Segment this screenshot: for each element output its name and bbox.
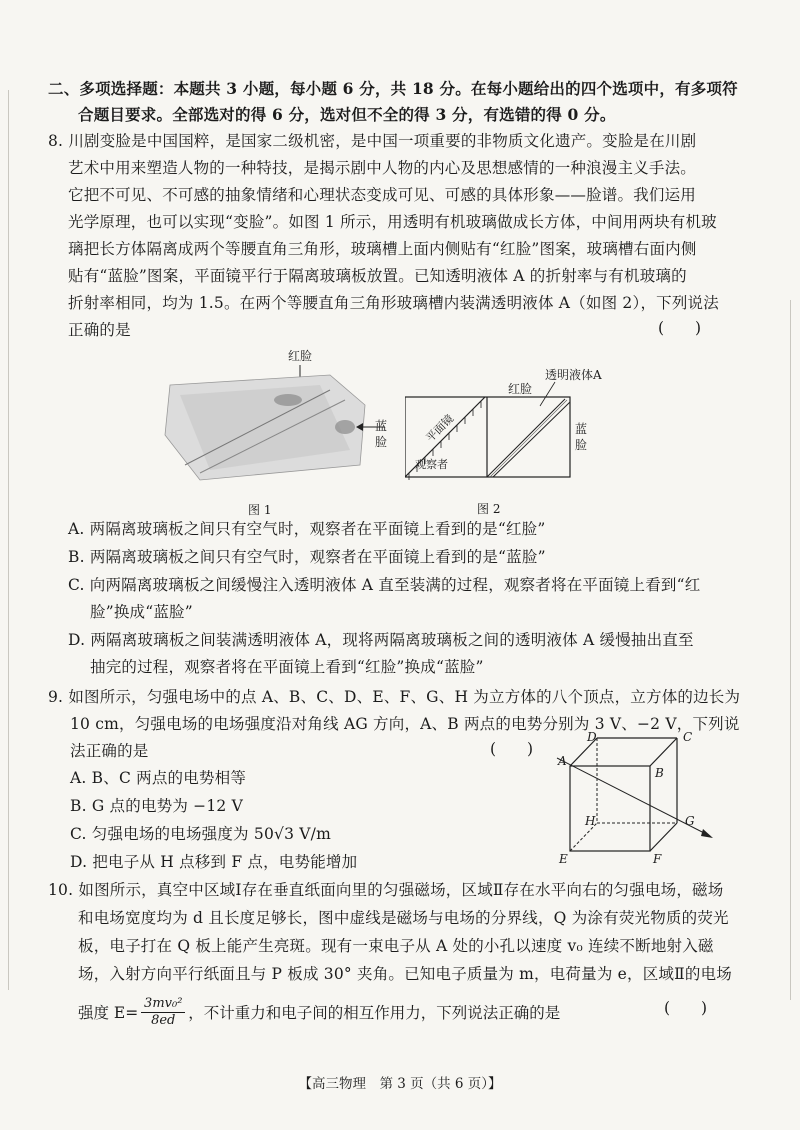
fig2-red-face-label: 红脸 [508, 382, 533, 396]
q9-answer-paren: ( ) [490, 740, 534, 758]
cube-vertex-g: G [685, 814, 695, 828]
q8-line-3: 它把不可见、不可感的抽象情绪和心理状态变成可见、可感的具体形象——脸谱。我们运用 [68, 186, 697, 204]
q8-option-d-cont: 抽完的过程，观察者将在平面镜上看到“红脸”换成“蓝脸” [90, 658, 484, 676]
q10-line-4: 场，入射方向平行纸面且与 P 板成 30° 夹角。已知电子质量为 m，电荷量为 e，区域Ⅱ的电场 [78, 965, 732, 983]
fig2-caption: 图 2 [477, 502, 501, 516]
q8-answer-paren: ( ) [658, 319, 702, 337]
section-heading-line1: 二、多项选择题：本题共 3 小题，每小题 6 分，共 18 分。在每小题给出的四个选项中，有多项符 [48, 79, 738, 98]
q8-option-c-cont: 脸”换成“蓝脸” [90, 603, 193, 621]
q8-option-b: B. 两隔离玻璃板之间只有空气时，观察者在平面镜上看到的是“蓝脸” [68, 548, 546, 566]
section-heading-line2: 合题目要求。全部选对的得 6 分，选对但不全的得 3 分，有选错的得 0 分。 [78, 105, 616, 124]
q8-line-7: 折射率相同，均为 1.5。在两个等腰直角三角形玻璃槽内装满透明液体 A（如图 2），下列说法 [68, 294, 719, 312]
q9-cube-figure [545, 728, 720, 868]
fig2-blue-label-1: 蓝 [575, 422, 588, 436]
fig2-mirror-label: 平面镜 [423, 412, 457, 445]
cube-vertex-c: C [683, 730, 693, 744]
q9-option-b: B. G 点的电势为 −12 V [70, 797, 244, 815]
figure-2 [405, 362, 605, 516]
q10-line-2: 和电场宽度均为 d 且长度足够长，图中虚线是磁场与电场的分界线，Q 为涂有荧光物质的荧光 [78, 909, 729, 927]
fig1-red-face-label: 红脸 [288, 349, 313, 363]
q9-option-d: D. 把电子从 H 点移到 F 点，电势能增加 [70, 853, 358, 871]
q8-line-4: 光学原理，也可以实现“变脸”。如图 1 所示，用透明有机玻璃做成长方体，中间用两块有机玻 [68, 213, 717, 231]
q9-option-a: A. B、C 两点的电势相等 [70, 769, 247, 787]
q8-line-2: 艺术中用来塑造人物的一种特技，是揭示剧中人物的内心及思想感情的一种浪漫主义手法。 [68, 159, 697, 177]
q10-formula-prefix: 强度 E= [78, 1004, 139, 1022]
q9-line-1: 9. 如图所示，匀强电场中的点 A、B、C、D、E、F、G、H 为立方体的八个顶点，立方体的边长为 [48, 688, 741, 706]
q10-answer-paren: ( ) [664, 999, 708, 1017]
q8-line-5: 璃把长方体隔离成两个等腰直角三角形，玻璃槽上面内侧贴有“红脸”图案，玻璃槽右面内侧 [68, 240, 697, 258]
scan-edge-left [8, 90, 9, 990]
fig1-caption: 图 1 [248, 503, 272, 517]
q8-option-c: C. 向两隔离玻璃板之间缓慢注入透明液体 A 直至装满的过程，观察者将在平面镜上看到“红 [68, 576, 701, 594]
page-footer: 【高三物理 第 3 页（共 6 页）】 [298, 1076, 502, 1092]
fig1-glass-box-drawing [160, 345, 400, 495]
fig1-blue-label-1: 蓝 [375, 419, 388, 433]
q9-line-2: 10 cm，匀强电场的电场强度沿对角线 AG 方向，A、B 两点的电势分别为 3 V、−2 V，下列说 [70, 715, 740, 733]
fig1-blue-label-2: 脸 [375, 435, 388, 449]
q9-line-3: 法正确的是 [70, 742, 149, 760]
cube-drawing [545, 728, 720, 868]
q9-option-c: C. 匀强电场的电场强度为 50√3 V/m [70, 825, 331, 843]
q10-formula-suffix: ，不计重力和电子间的相互作用力，下列说法正确的是 [188, 1004, 561, 1022]
q8-line-6: 贴有“蓝脸”图案，平面镜平行于隔离玻璃板放置。已知透明液体 A 的折射率与有机玻璃的 [68, 267, 687, 285]
q8-line-1: 8. 川剧变脸是中国国粹，是国家二级机密，是中国一项重要的非物质文化遗产。变脸是在川剧 [48, 132, 697, 150]
q8-option-d: D. 两隔离玻璃板之间装满透明液体 A，现将两隔离玻璃板之间的透明液体 A 缓慢抽出直至 [68, 631, 694, 649]
q10-formula-numerator: 3mv₀² [144, 995, 183, 1011]
q8-line-8: 正确的是 [68, 321, 131, 339]
q10-line-3: 板，电子打在 Q 板上能产生亮斑。现有一束电子从 A 处的小孔以速度 v₀ 连续不断地射入磁 [78, 937, 714, 955]
scan-edge-right [790, 300, 791, 1000]
fig2-liquid-label: 透明液体A [545, 368, 602, 382]
cube-vertex-e: E [559, 852, 568, 866]
q10-line-1: 10. 如图所示，真空中区域Ⅰ存在垂直纸面向里的匀强磁场，区域Ⅱ存在水平向右的匀强电场，磁场 [48, 881, 724, 899]
cube-vertex-f: F [653, 852, 662, 866]
q10-formula-fraction [141, 996, 185, 1029]
cube-vertex-h: H [585, 814, 596, 828]
cube-vertex-d: D [587, 730, 597, 744]
figure-1 [160, 345, 400, 517]
cube-vertex-a: A [558, 754, 567, 768]
q10-formula-denominator: 8ed [151, 1012, 176, 1028]
fig2-blue-label-2: 脸 [575, 438, 588, 452]
cube-vertex-b: B [655, 766, 664, 780]
fig2-observer-label: 观察者 [415, 458, 448, 471]
q10-formula-line [78, 992, 560, 1032]
q8-option-a: A. 两隔离玻璃板之间只有空气时，观察者在平面镜上看到的是“红脸” [68, 520, 546, 538]
